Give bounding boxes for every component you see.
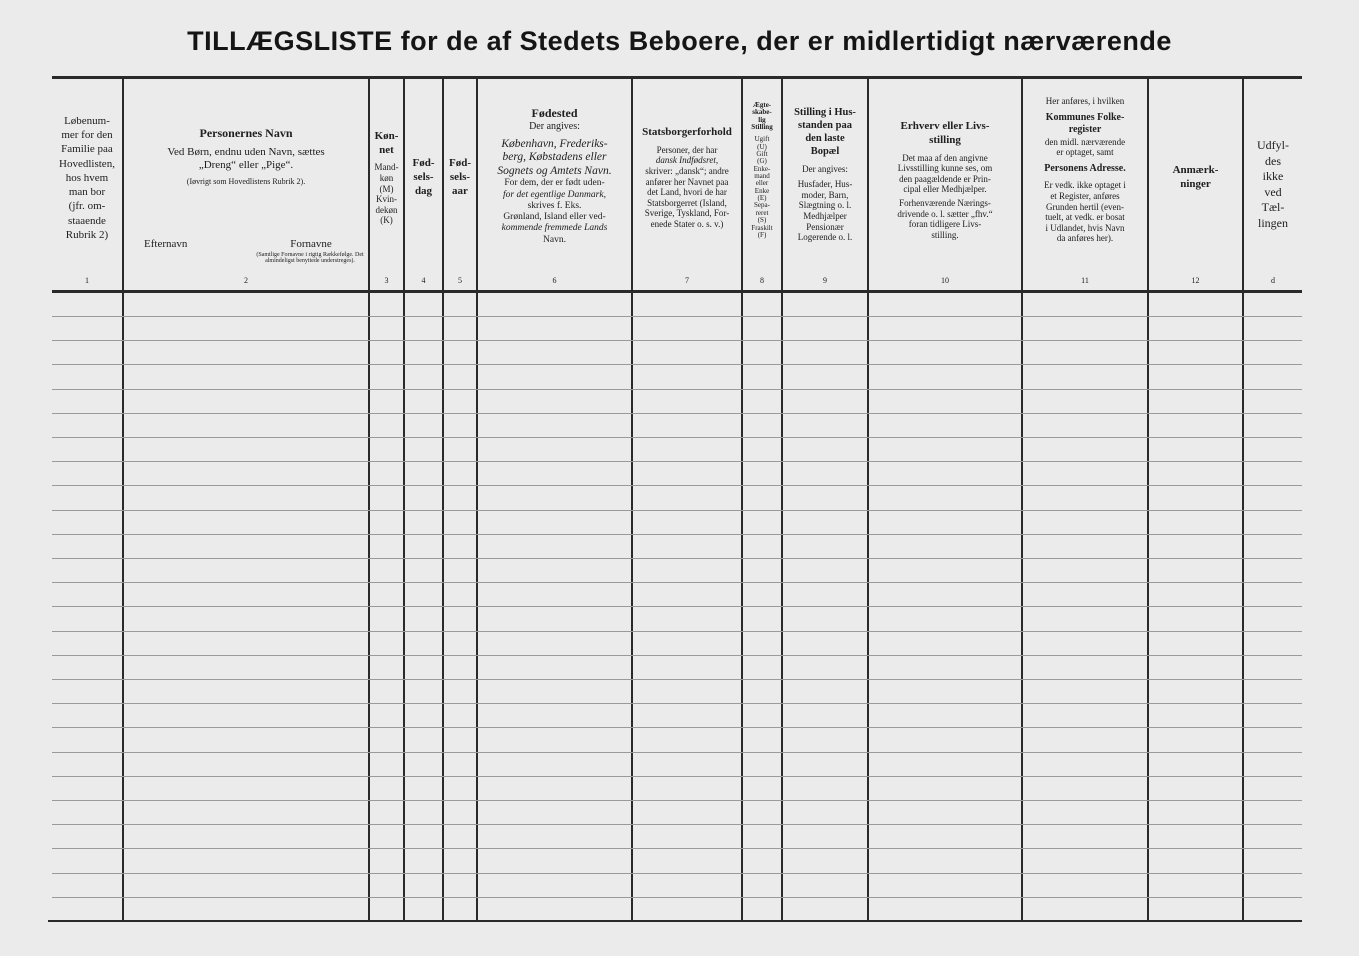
column-4-header	[405, 80, 442, 276]
col9-line: Husfader, Hus-	[797, 179, 853, 190]
column-11-header	[1023, 80, 1147, 276]
ruled-line	[52, 752, 1302, 753]
ruled-line	[52, 606, 1302, 607]
col6-line: for det egentlige Danmark,	[503, 189, 606, 200]
col11-top-line: Her anføres, i hvilken	[1045, 96, 1125, 106]
ruled-line	[52, 364, 1302, 365]
col5-heading: aar	[452, 184, 468, 197]
col2-heading: Personernes Navn	[199, 126, 293, 140]
col3-heading: net	[379, 143, 394, 156]
col9-heading: Bopæl	[810, 146, 840, 158]
table-bottom-border	[48, 920, 1302, 922]
col9-line: Logerende o. l.	[797, 232, 853, 243]
ruled-line	[52, 824, 1302, 825]
col3-line: (M)	[379, 183, 394, 194]
col6-line: Grønland, Island eller ved-	[503, 212, 606, 223]
col7-line: Personer, der har	[656, 144, 718, 155]
column-number: 9	[823, 276, 827, 285]
col8-heading: Ægte-	[752, 101, 772, 109]
col10-line: den paagældende er Prin-	[899, 173, 991, 184]
col6-line: Sognets og Amtets Navn.	[497, 164, 612, 177]
col6-line: skrives f. Eks.	[527, 200, 582, 211]
col3-line: Kvin-	[376, 194, 397, 205]
column-number: 10	[941, 276, 949, 285]
col10-line: foran tidligere Livs-	[908, 219, 982, 230]
column-2-header	[124, 80, 368, 276]
col8-line: (E)	[757, 194, 767, 203]
ruled-line	[52, 800, 1302, 801]
ruled-line	[52, 340, 1302, 341]
column-6-header	[478, 80, 631, 276]
col2-sub-right: Fornavne	[290, 238, 332, 250]
header-top-border	[52, 76, 1302, 79]
column-8-header	[743, 80, 781, 276]
col3-line: (K)	[380, 215, 393, 226]
col9-heading: Stilling i Hus-	[794, 107, 856, 118]
ruled-line	[52, 679, 1302, 680]
col8-line: mand	[754, 172, 770, 181]
column-number: 5	[458, 276, 462, 285]
ruled-line	[52, 873, 1302, 874]
column-number: 7	[685, 276, 689, 285]
col10-heading: Erhverv eller Livs-	[900, 120, 990, 132]
column-3-header	[370, 80, 403, 276]
ruled-line	[52, 510, 1302, 511]
col11-heading2: Personens Adresse.	[1044, 162, 1126, 174]
col6-line: berg, Købstadens eller	[502, 151, 607, 164]
col1-line: Løbenum-	[64, 114, 110, 127]
col12-heading: Anmærk-	[1172, 164, 1219, 177]
col4-heading: dag	[414, 184, 433, 197]
col6-line: For dem, der er født uden-	[504, 178, 605, 189]
col8-line: Fraskilt	[751, 223, 773, 232]
col8-heading: Stilling	[751, 123, 773, 132]
header-bottom-border	[52, 290, 1302, 293]
col2-sub-left: Efternavn	[144, 238, 188, 250]
column-number: 11	[1081, 276, 1089, 285]
column-number: 8	[760, 276, 764, 285]
ruled-line	[52, 461, 1302, 462]
col2-line: „Dreng“ eller „Pige“.	[198, 158, 294, 171]
col9-heading: den laste	[805, 133, 845, 145]
ruled-line	[52, 316, 1302, 317]
col7-line: Statsborgerret (Island,	[647, 197, 727, 208]
cold-line: lingen	[1258, 215, 1288, 230]
col8-line: (G)	[757, 157, 767, 166]
ruled-line	[52, 727, 1302, 728]
ruled-line	[52, 703, 1302, 704]
column-number: 6	[552, 276, 557, 285]
col8-heading: skabe-	[752, 108, 772, 117]
col3-line: køn	[379, 173, 394, 184]
col11-line: den midl. nærværende	[1044, 136, 1126, 147]
column-5-header	[444, 80, 476, 276]
col3-line: dekøn	[375, 204, 398, 215]
col8-line: (F)	[757, 230, 767, 239]
col1-line: (jfr. om-	[68, 200, 106, 213]
col9-line: Slægtning o. l.	[798, 200, 852, 211]
ruled-line	[52, 631, 1302, 632]
col7-line: skriver: „dansk“; andre	[645, 165, 729, 176]
col4-heading: sels-	[413, 171, 434, 184]
col1-line: mer for den	[61, 128, 113, 141]
col8-line: Gift	[756, 150, 768, 159]
column-10-header	[869, 80, 1021, 276]
col7-heading: Statsborgerforhold	[642, 126, 732, 138]
cold-line: Udfyl-	[1257, 138, 1289, 152]
form-title: TILLÆGSLISTE for de af Stedets Beboere, der er midlertidigt nærværende	[187, 26, 1172, 56]
column-number: 4	[421, 276, 426, 285]
col1-line: staaende	[68, 214, 106, 227]
col8-line: Ugift	[754, 135, 770, 144]
ruled-line	[52, 558, 1302, 559]
col3-line: Mand-	[374, 162, 399, 173]
ruled-line	[52, 655, 1302, 656]
col10-heading: stilling	[929, 133, 961, 146]
col8-heading: lig	[758, 115, 766, 124]
col10-line: Forhenværende Nærings-	[899, 197, 991, 208]
col3-heading: Køn-	[374, 129, 399, 142]
column-number: d	[1271, 276, 1275, 285]
col11-line2: da anføres her).	[1056, 233, 1114, 244]
col11-line2: tuelt, at vedk. er bosat	[1045, 212, 1125, 223]
col7-line: enede Stater o. s. v.)	[650, 219, 724, 230]
column-number: 2	[244, 276, 248, 285]
ruled-line	[52, 413, 1302, 414]
col1-line: Hovedlisten,	[59, 157, 115, 170]
column-9-header	[783, 80, 867, 276]
col8-line: (U)	[757, 142, 767, 151]
col9-line: Der angives:	[802, 163, 848, 174]
col11-heading: Kommunes Folke-	[1045, 111, 1125, 123]
column-1-header	[52, 80, 122, 276]
col1-line: man bor	[68, 186, 106, 199]
ruled-line	[52, 485, 1302, 486]
col12-heading: ninger	[1180, 178, 1211, 190]
ruled-line	[52, 534, 1302, 535]
col7-line: dansk Indfødsret,	[655, 155, 719, 166]
col9-line: Medhjælper	[803, 210, 847, 221]
col11-line2: Grunden hertil (even-	[1046, 201, 1124, 212]
col8-line: reret	[755, 208, 769, 217]
column-number: 3	[384, 276, 389, 285]
column-7-header	[633, 80, 741, 276]
col7-line: Sverige, Tyskland, For-	[644, 208, 730, 219]
cold-line: ved	[1264, 184, 1282, 199]
col10-line: stilling.	[931, 229, 959, 240]
col4-heading: Fød-	[412, 157, 435, 170]
col5-heading: sels-	[449, 171, 471, 184]
col8-line: Enke-	[753, 164, 771, 173]
col2-line: Ved Børn, endnu uden Navn, sættes	[167, 146, 325, 158]
col8-line: Sepa-	[754, 201, 770, 210]
col11-line2: et Register, anføres	[1050, 190, 1120, 201]
cold-line: Tæl-	[1261, 200, 1285, 215]
col10-line: cipal eller Medhjælper.	[903, 184, 987, 195]
ruled-line	[52, 437, 1302, 438]
col6-line: København, Frederiks-	[501, 137, 608, 150]
ruled-line	[52, 389, 1302, 390]
col2-line: (Iøvrigt som Hovedlistens Rubrik 2).	[186, 176, 306, 186]
col11-line2: Er vedk. ikke optaget i	[1044, 180, 1126, 191]
col10-line: Livsstilling kunne ses, om	[897, 163, 993, 174]
col11-heading: register	[1068, 124, 1102, 136]
col7-line: det Land, hvori de har	[647, 187, 727, 198]
column-12-header	[1149, 80, 1242, 276]
column-number: 12	[1191, 276, 1200, 285]
col6-line: Navn.	[543, 234, 566, 245]
col11-line: er optaget, samt	[1056, 147, 1114, 158]
col9-line: moder, Barn,	[801, 189, 849, 200]
col11-line2: i Udlandet, hvis Navn	[1045, 222, 1125, 233]
cold-line: ikke	[1262, 169, 1284, 184]
col10-line: Det maa af den angivne	[902, 152, 988, 163]
col8-line: Enke	[754, 186, 770, 195]
column-number: 1	[85, 276, 89, 285]
ruled-line	[52, 848, 1302, 849]
column-d-header	[1244, 80, 1302, 276]
col7-line: anfører her Navnet paa	[645, 176, 729, 187]
ruled-line	[52, 776, 1302, 777]
col8-line: eller	[755, 179, 769, 188]
col2-sub-right-note: (Samtlige Fornavne i rigtig Rækkefølge. Det almindeligst benyttede understreges).	[256, 252, 364, 265]
col6-line: kommende fremmede Lands	[501, 223, 608, 234]
col9-line: Pensionær	[806, 221, 844, 232]
ruled-line	[52, 897, 1302, 898]
col9-heading: standen paa	[798, 120, 852, 132]
col10-line: drivende o. l. sætter „fhv.“	[897, 208, 993, 219]
col1-line: Rubrik 2)	[65, 229, 109, 242]
col5-heading: Fød-	[449, 157, 471, 170]
col1-line: Familie paa	[61, 143, 113, 156]
cold-line: des	[1265, 153, 1281, 168]
col6-heading: Fødested	[531, 106, 578, 120]
col1-line: hos hvem	[65, 171, 109, 184]
col8-line: (S)	[757, 216, 767, 225]
ruled-line	[52, 582, 1302, 583]
col6-line: Der angives:	[529, 121, 580, 132]
